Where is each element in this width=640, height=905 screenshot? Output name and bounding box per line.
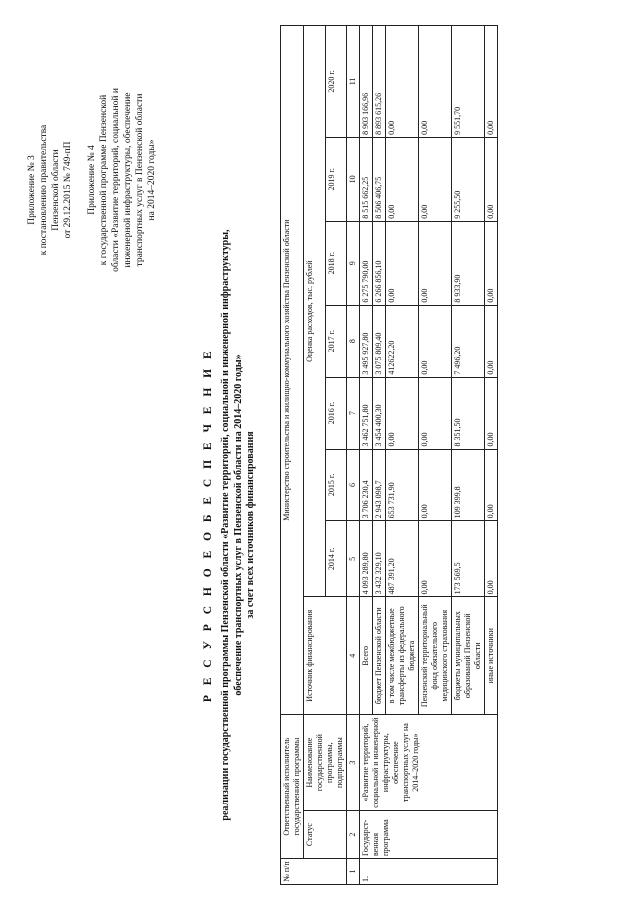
subtitle-line: за счет всех источников финансирования xyxy=(245,431,256,619)
value-cell: 0,00 xyxy=(419,26,452,138)
value-cell: 8 893 615,26 xyxy=(373,26,386,138)
source-cell: Пензенский территориальный фонд обязательного медицинского страхования xyxy=(419,597,452,715)
value-cell: 0,00 xyxy=(419,137,452,221)
program-name: «Развитие территорий, социальной и инженерной инфраструктуры, обеспечение транспортных услуг на 2014–2020 годы» xyxy=(360,715,498,811)
value-cell: 8 903 166,96 xyxy=(360,26,373,138)
appendix-4-line: инженерной инфраструктуры, обеспечение xyxy=(123,92,133,268)
value-cell: 173 569,5 xyxy=(452,521,485,597)
value-cell: 0,00 xyxy=(386,26,419,138)
header-year: 2015 г. xyxy=(325,449,347,521)
value-cell: 412622,20 xyxy=(386,305,419,377)
header-year: 2017 г. xyxy=(325,305,347,377)
value-cell: 3 454 400,30 xyxy=(373,377,386,449)
header-source: Источник финансирования xyxy=(304,597,347,715)
column-number: 11 xyxy=(347,26,360,138)
header-year: 2014 г. xyxy=(325,521,347,597)
appendix-4-line: области «Развитие территорий, социальной и xyxy=(111,88,121,272)
value-cell: 0,00 xyxy=(386,137,419,221)
appendix-3-block xyxy=(26,65,74,315)
value-cell: 0,00 xyxy=(419,449,452,521)
header-year: 2019 г. xyxy=(325,137,347,221)
value-cell: 2 943 098,7 xyxy=(373,449,386,521)
value-cell: 3 706 230,4 xyxy=(360,449,373,521)
subtitle-line: реализации государственной программы Пензенской области «Развитие территорий, социальной и инженерной инфраструктуры, xyxy=(220,229,231,821)
table-row xyxy=(360,26,373,885)
value-cell: 8 351,50 xyxy=(452,377,485,449)
header-estimate: Оценка расходов, тыс. рублей xyxy=(304,26,326,597)
header-year: 2018 г. xyxy=(325,221,347,305)
value-cell: 109 399,8 xyxy=(452,449,485,521)
column-number: 5 xyxy=(347,521,360,597)
appendix-4-line: к государственной программе Пензенской xyxy=(99,94,109,266)
value-cell: 6 266 856,10 xyxy=(373,221,386,305)
value-cell: 0,00 xyxy=(419,521,452,597)
source-cell: в том числе межбюджетные трансферты из федерального бюджета xyxy=(386,597,419,715)
value-cell: 3 075 809,40 xyxy=(373,305,386,377)
value-cell: 487 391,20 xyxy=(386,521,419,597)
value-cell: 3 432 329,10 xyxy=(373,521,386,597)
subtitle-line: обеспечение транспортных услуг в Пензенской области на 2014–2020 годы» xyxy=(232,354,244,696)
source-cell: Всего xyxy=(360,597,373,715)
value-cell: 8 506 406,75 xyxy=(373,137,386,221)
value-cell: 6 275 790,00 xyxy=(360,221,373,305)
source-cell: бюджеты муниципальных образований Пензенской области xyxy=(452,597,485,715)
column-numbers-row xyxy=(347,26,360,885)
document-heading xyxy=(202,205,258,845)
appendix-4-line: на 2014–2020 годы» xyxy=(147,139,157,221)
appendix-3-line: к постановлению правительства xyxy=(39,124,49,256)
value-cell: 0,00 xyxy=(419,377,452,449)
column-number: 9 xyxy=(347,221,360,305)
appendix-4-line: транспортных услуг в Пензенской области xyxy=(135,93,145,267)
value-cell: 0,00 xyxy=(485,137,498,221)
value-cell: 0,00 xyxy=(485,26,498,138)
appendix-3-line: Приложение № 3 xyxy=(27,155,37,225)
column-number: 10 xyxy=(347,137,360,221)
value-cell: 0,00 xyxy=(485,521,498,597)
column-number: 6 xyxy=(347,449,360,521)
value-cell: 0,00 xyxy=(419,305,452,377)
value-cell: 3 462 751,80 xyxy=(360,377,373,449)
value-cell: 0,00 xyxy=(485,377,498,449)
column-number: 4 xyxy=(347,597,360,715)
column-number: 8 xyxy=(347,305,360,377)
value-cell: 0,00 xyxy=(386,221,419,305)
program-status: Государст-венная программа xyxy=(360,811,498,859)
value-cell: 0,00 xyxy=(485,449,498,521)
value-cell: 0,00 xyxy=(485,305,498,377)
appendix-4-block xyxy=(86,35,158,325)
header-row xyxy=(281,26,304,885)
value-cell: 9 551,70 xyxy=(452,26,485,138)
value-cell: 0,00 xyxy=(419,221,452,305)
value-cell: 0,00 xyxy=(485,221,498,305)
header-year: 2016 г. xyxy=(325,377,347,449)
source-cell: бюджет Пензенской области xyxy=(373,597,386,715)
value-cell: 8 933,90 xyxy=(452,221,485,305)
header-ministry: Министерство строительства и жилищно-коммунального хозяйства Пензенской области xyxy=(281,26,304,715)
column-number: 3 xyxy=(347,715,360,811)
header-status: Статус xyxy=(304,811,347,859)
column-number: 1 xyxy=(347,859,360,885)
program-num: 1. xyxy=(360,859,498,885)
value-cell: 8 515 662,25 xyxy=(360,137,373,221)
value-cell: 3 495 927,80 xyxy=(360,305,373,377)
value-cell: 9 255,50 xyxy=(452,137,485,221)
column-number: 7 xyxy=(347,377,360,449)
appendix-3-line: от 29.12.2015 № 749-пП xyxy=(63,141,73,239)
header-name: Наименование государственной программы, подпрограммы xyxy=(304,715,347,811)
document-title: Р Е С У Р С Н О Е О Б Е С П Е Ч Е Н И Е xyxy=(202,347,214,703)
appendix-4-line: Приложение № 4 xyxy=(87,145,97,215)
header-num: № п/п xyxy=(281,859,347,885)
value-cell: 4 093 289,80 xyxy=(360,521,373,597)
appendix-3-line: Пензенской области xyxy=(51,149,61,231)
column-number: 2 xyxy=(347,811,360,859)
header-year: 2020 г. xyxy=(325,26,347,138)
header-executor: Ответственный исполнитель государственной программы xyxy=(281,715,304,859)
value-cell: 653 731,90 xyxy=(386,449,419,521)
source-cell: иные источники xyxy=(485,597,498,715)
value-cell: 7 496,20 xyxy=(452,305,485,377)
value-cell: 0,00 xyxy=(386,377,419,449)
resource-table xyxy=(280,25,498,885)
header-row xyxy=(304,26,326,885)
